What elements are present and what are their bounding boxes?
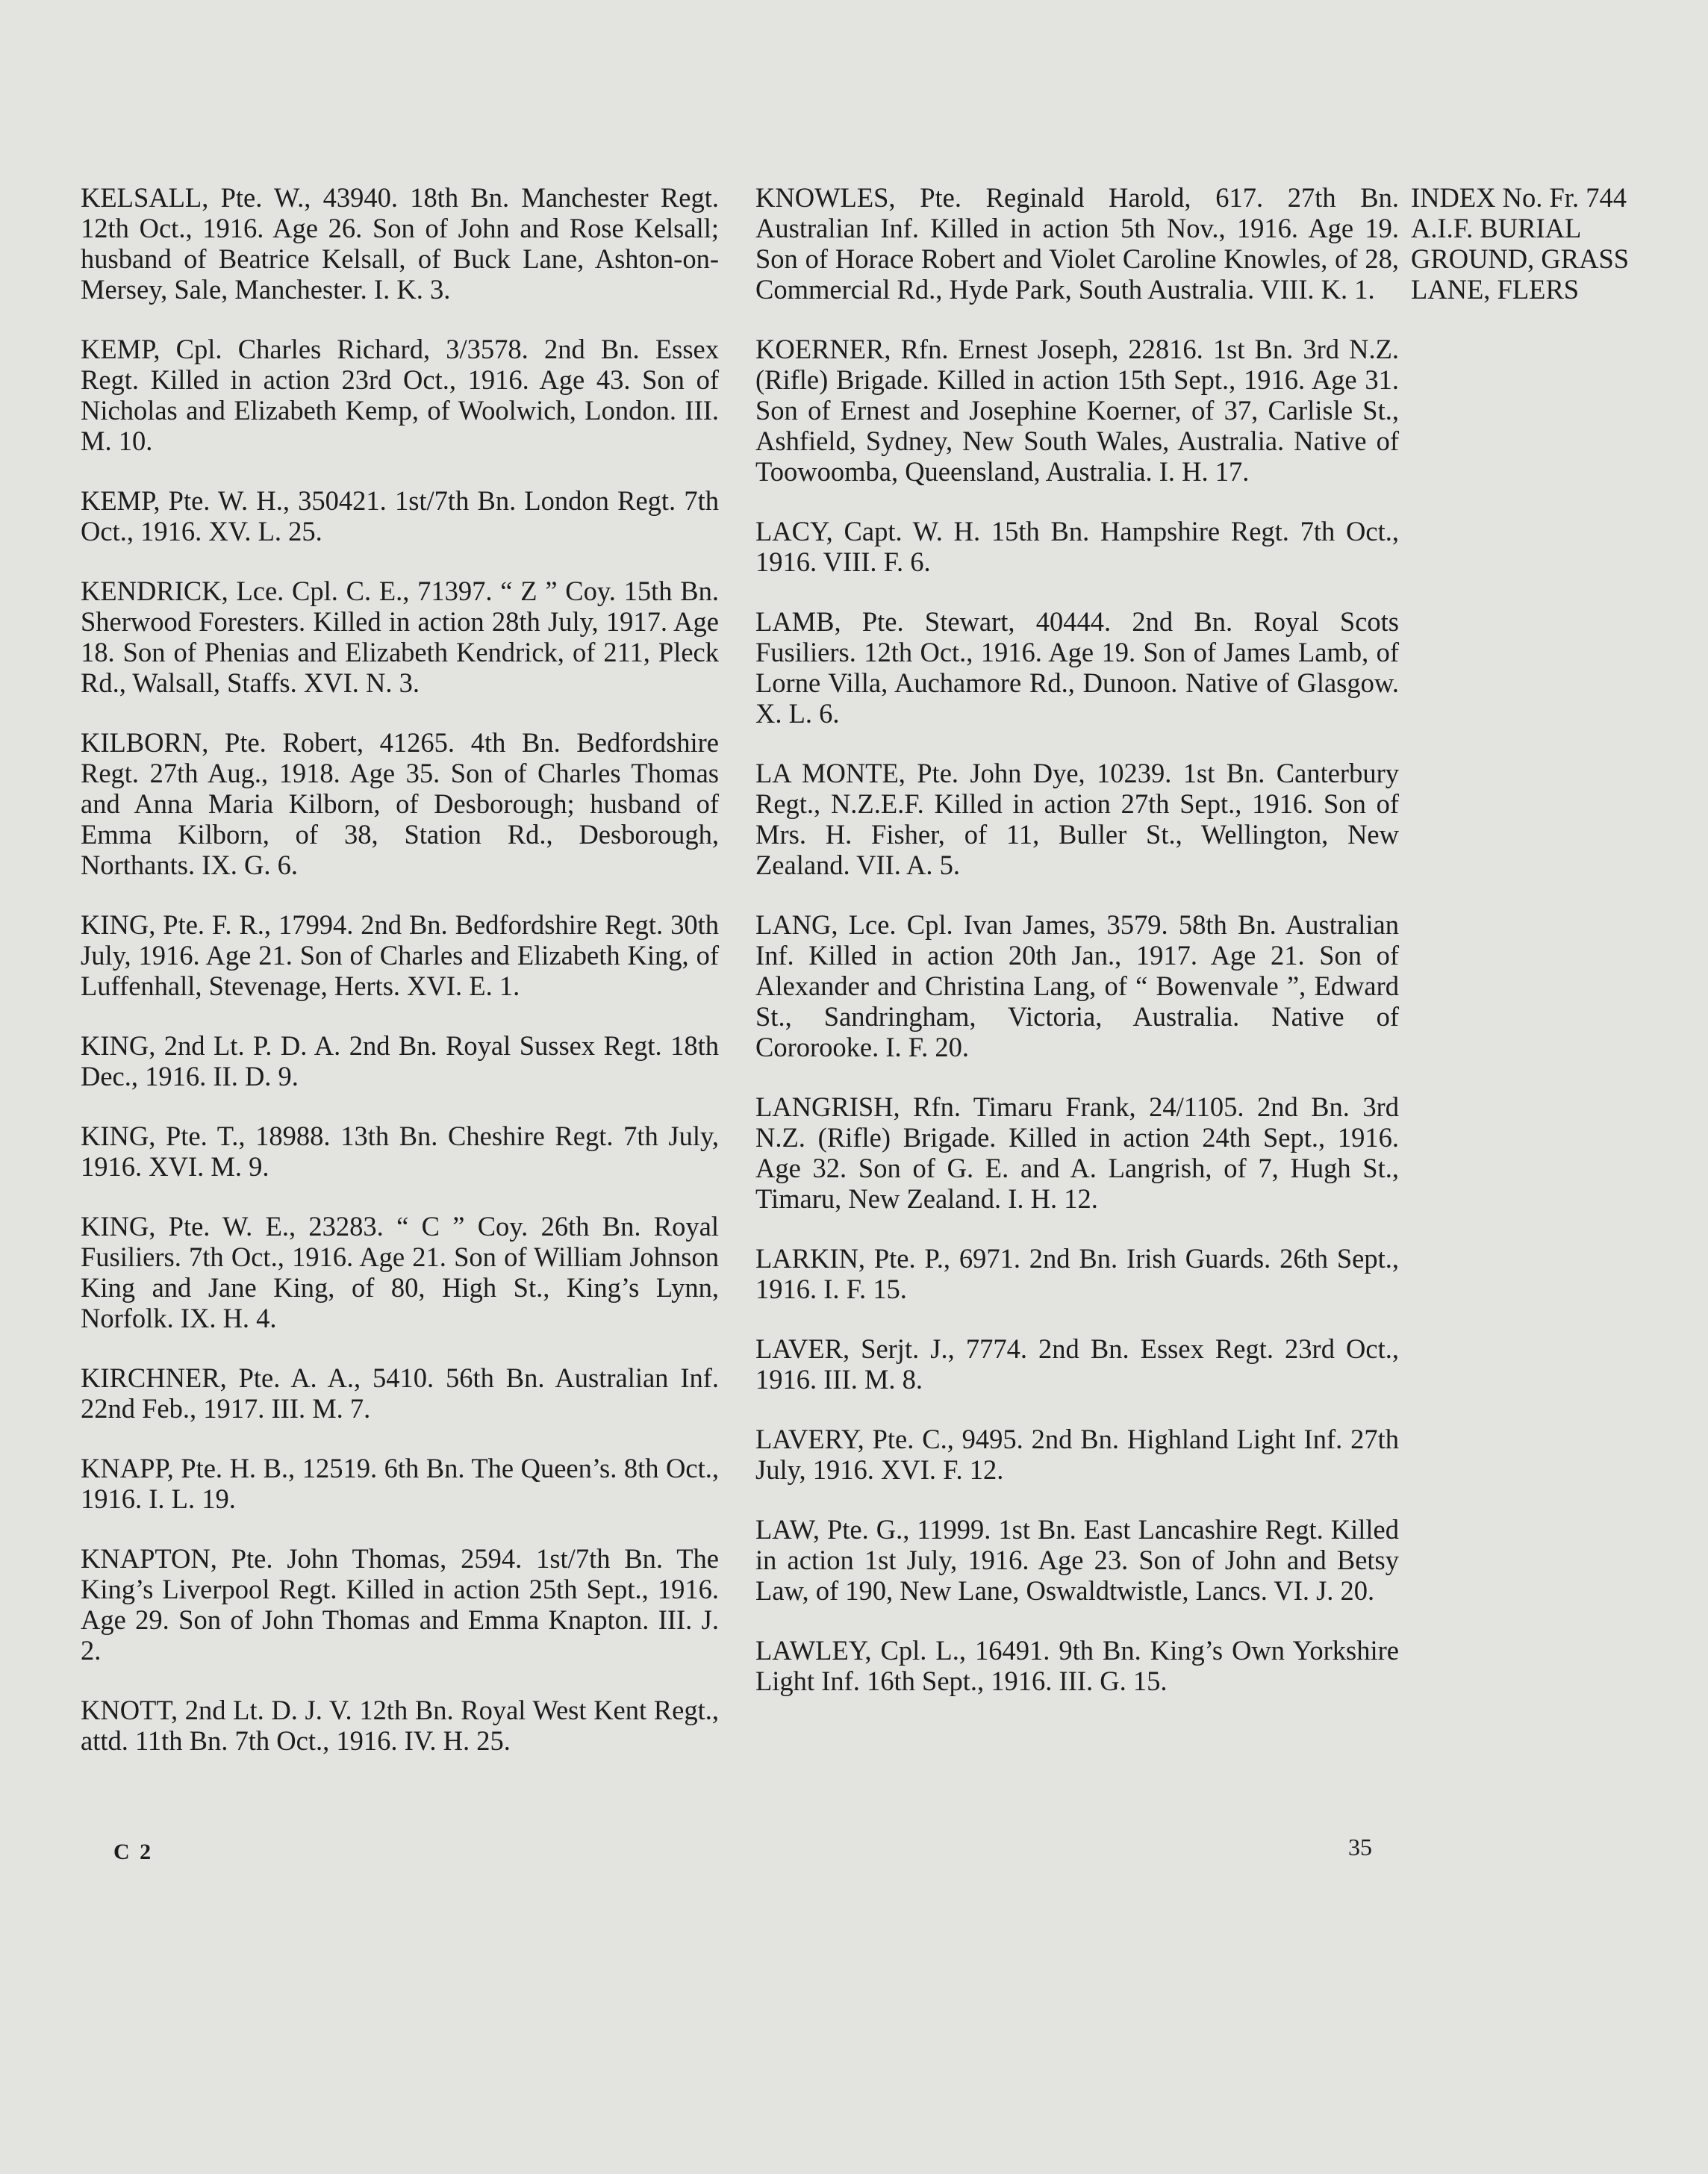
casualty-entry: LANGRISH, Rfn. Timaru Frank, 24/1105. 2nd Bn. 3rd N.Z. (Rifle) Brigade. Killed in action 24th Sept., 1916. Age 32. Son of G. E. and A. Langrish, of 7, Hugh St., Timaru, New Zealand. I. H. 12.: [755, 1091, 1399, 1214]
casualty-entry: LA MONTE, Pte. John Dye, 10239. 1st Bn. Canterbury Regt., N.Z.E.F. Killed in action 27th Sept., 1916. Son of Mrs. H. Fisher, of 11, Buller St., Wellington, New Zealand. VII. A. 5.: [755, 758, 1399, 880]
casualty-entry: LAMB, Pte. Stewart, 40444. 2nd Bn. Royal Scots Fusiliers. 12th Oct., 1916. Age 19. Son of James Lamb, of Lorne Villa, Auchamore Rd., Dunoon. Native of Glasgow. X. L. 6.: [755, 606, 1399, 729]
casualty-entry: KNAPTON, Pte. John Thomas, 2594. 1st/7th Bn. The King’s Liverpool Regt. Killed in action 25th Sept., 1916. Age 29. Son of John Thomas and Emma Knapton. III. J. 2.: [81, 1543, 719, 1666]
casualty-entry: KIRCHNER, Pte. A. A., 5410. 56th Bn. Australian Inf. 22nd Feb., 1917. III. M. 7.: [81, 1362, 719, 1424]
casualty-entry: KENDRICK, Lce. Cpl. C. E., 71397. “ Z ” Coy. 15th Bn. Sherwood Foresters. Killed in action 28th July, 1917. Age 18. Son of Phenias and Elizabeth Kendrick, of 211, Pleck Rd., Walsall, Staffs. XVI. N. 3.: [81, 576, 719, 698]
casualty-entry: KING, Pte. W. E., 23283. “ C ” Coy. 26th Bn. Royal Fusiliers. 7th Oct., 1916. Age 21. Son of William Johnson King and Jane King, of 80, High St., King’s Lynn, Norfolk. IX. H. 4.: [81, 1211, 719, 1333]
signature-mark: C 2: [113, 1840, 154, 1864]
cemetery-index-heading: INDEX No. Fr. 744 A.I.F. BURIAL GROUND, GRASS LANE, FLERS: [1411, 182, 1630, 305]
casualty-entry: KING, Pte. T., 18988. 13th Bn. Cheshire Regt. 7th July, 1916. XVI. M. 9.: [81, 1121, 719, 1182]
casualty-entry: LACY, Capt. W. H. 15th Bn. Hampshire Regt. 7th Oct., 1916. VIII. F. 6.: [755, 516, 1399, 577]
casualty-entry: LAVERY, Pte. C., 9495. 2nd Bn. Highland Light Inf. 27th July, 1916. XVI. F. 12.: [755, 1424, 1399, 1485]
casualty-entry: KNOTT, 2nd Lt. D. J. V. 12th Bn. Royal West Kent Regt., attd. 11th Bn. 7th Oct., 1916. IV. H. 25.: [81, 1695, 719, 1756]
casualty-entry: KING, Pte. F. R., 17994. 2nd Bn. Bedfordshire Regt. 30th July, 1916. Age 21. Son of Charles and Elizabeth King, of Luffenhall, Stevenage, Herts. XVI. E. 1.: [81, 909, 719, 1001]
casualty-entry: KEMP, Cpl. Charles Richard, 3/3578. 2nd Bn. Essex Regt. Killed in action 23rd Oct., 1916. Age 43. Son of Nicholas and Elizabeth Kemp, of Woolwich, London. III. M. 10.: [81, 334, 719, 456]
casualty-entry: LAVER, Serjt. J., 7774. 2nd Bn. Essex Regt. 23rd Oct., 1916. III. M. 8.: [755, 1333, 1399, 1395]
casualty-entry: KEMP, Pte. W. H., 350421. 1st/7th Bn. London Regt. 7th Oct., 1916. XV. L. 25.: [81, 485, 719, 546]
casualty-entry: LAW, Pte. G., 11999. 1st Bn. East Lancashire Regt. Killed in action 1st July, 1916. Age 23. Son of John and Betsy Law, of 190, New Lane, Oswaldtwistle, Lancs. VI. J. 20.: [755, 1514, 1399, 1606]
casualty-entry: KNAPP, Pte. H. B., 12519. 6th Bn. The Queen’s. 8th Oct., 1916. I. L. 19.: [81, 1453, 719, 1514]
casualty-entry: LAWLEY, Cpl. L., 16491. 9th Bn. King’s Own Yorkshire Light Inf. 16th Sept., 1916. III. G. 15.: [755, 1635, 1399, 1696]
middle-column: [755, 182, 1399, 1725]
casualty-entry: LARKIN, Pte. P., 6971. 2nd Bn. Irish Guards. 26th Sept., 1916. I. F. 15.: [755, 1243, 1399, 1304]
left-column: [81, 182, 719, 1785]
right-column: [1411, 182, 1680, 305]
casualty-entry: KNOWLES, Pte. Reginald Harold, 617. 27th Bn. Australian Inf. Killed in action 5th Nov., 1916. Age 19. Son of Horace Robert and Violet Caroline Knowles, of 28, Commercial Rd., Hyde Park, South Australia. VIII. K. 1.: [755, 182, 1399, 305]
page-number: 35: [1348, 1834, 1372, 1860]
casualty-entry: LANG, Lce. Cpl. Ivan James, 3579. 58th Bn. Australian Inf. Killed in action 20th Jan., 1917. Age 21. Son of Alexander and Christina Lang, of “ Bowenvale ”, Edward St., Sandringham, Victoria, Australia. Native of Cororooke. I. F. 20.: [755, 909, 1399, 1062]
casualty-entry: KING, 2nd Lt. P. D. A. 2nd Bn. Royal Sussex Regt. 18th Dec., 1916. II. D. 9.: [81, 1030, 719, 1091]
casualty-entry: KELSALL, Pte. W., 43940. 18th Bn. Manchester Regt. 12th Oct., 1916. Age 26. Son of John and Rose Kelsall; husband of Beatrice Kelsall, of Buck Lane, Ashton-on-Mersey, Sale, Manchester. I. K. 3.: [81, 182, 719, 305]
casualty-entry: KILBORN, Pte. Robert, 41265. 4th Bn. Bedfordshire Regt. 27th Aug., 1918. Age 35. Son of Charles Thomas and Anna Maria Kilborn, of Desborough; husband of Emma Kilborn, of 38, Station Rd., Desborough, Northants. IX. G. 6.: [81, 727, 719, 880]
casualty-entry: KOERNER, Rfn. Ernest Joseph, 22816. 1st Bn. 3rd N.Z. (Rifle) Brigade. Killed in action 15th Sept., 1916. Age 31. Son of Ernest and Josephine Koerner, of 37, Carlisle St., Ashfield, Sydney, New South Wales, Australia. Native of Toowoomba, Queensland, Australia. I. H. 17.: [755, 334, 1399, 487]
